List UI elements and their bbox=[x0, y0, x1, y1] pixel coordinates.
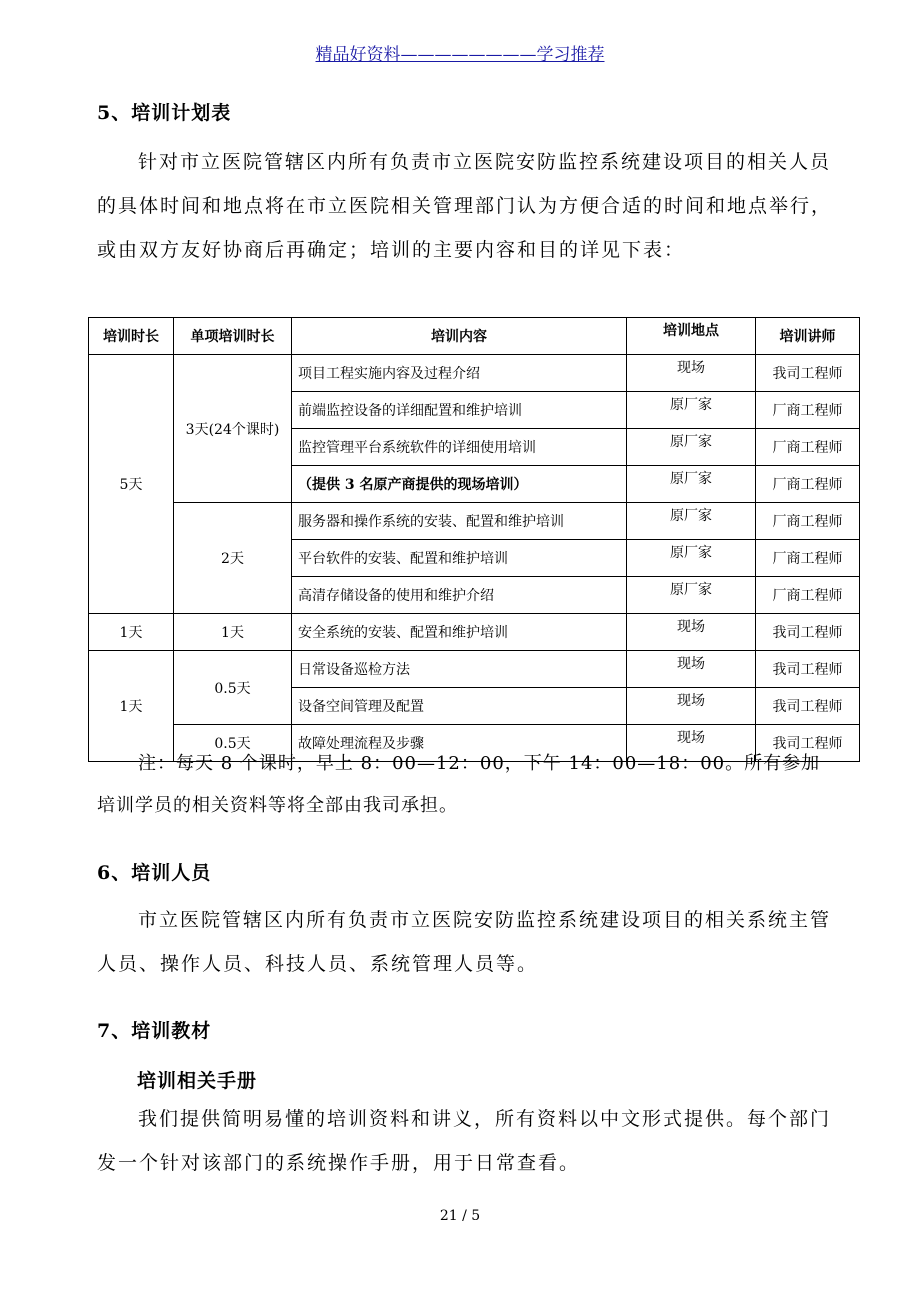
item-duration: 0.5天 bbox=[174, 651, 292, 725]
item-duration: 3天(24个课时) bbox=[174, 355, 292, 503]
trainer: 我司工程师 bbox=[756, 725, 860, 762]
training-content: 服务器和操作系统的安装、配置和维护培训 bbox=[292, 503, 627, 540]
group-duration: 1天 bbox=[89, 651, 174, 762]
trainer: 我司工程师 bbox=[756, 355, 860, 392]
trainer: 我司工程师 bbox=[756, 614, 860, 651]
trainer: 厂商工程师 bbox=[756, 577, 860, 614]
training-content: 故障处理流程及步骤 bbox=[292, 725, 627, 762]
item-duration: 1天 bbox=[174, 614, 292, 651]
training-location: 现场 bbox=[627, 614, 756, 651]
col-header-duration: 培训时长 bbox=[89, 318, 174, 355]
training-location: 原厂家 bbox=[627, 540, 756, 577]
trainer: 厂商工程师 bbox=[756, 503, 860, 540]
training-content: 日常设备巡检方法 bbox=[292, 651, 627, 688]
table-header-row bbox=[89, 318, 860, 355]
training-location: 原厂家 bbox=[627, 503, 756, 540]
trainer: 厂商工程师 bbox=[756, 429, 860, 466]
group-duration: 5天 bbox=[89, 355, 174, 614]
table-row bbox=[89, 503, 860, 540]
section5-intro: 针对市立医院管辖区内所有负责市立医院安防监控系统建设项目的相关人员的具体时间和地点将在市立医院相关管理部门认为方便合适的时间和地点举行，或由双方友好协商后再确定；培训的主要内容和目的详见下表： bbox=[97, 151, 833, 261]
section6-heading: 6、培训人员 bbox=[97, 862, 212, 884]
section5-heading: 5、培训计划表 bbox=[97, 102, 232, 124]
table-row bbox=[89, 614, 860, 651]
page-header: 精品好资料————————学习推荐 bbox=[315, 45, 605, 65]
training-location: 原厂家 bbox=[627, 466, 756, 503]
table-row bbox=[89, 651, 860, 688]
training-content: （提供 3 名原产商提供的现场培训） bbox=[292, 466, 627, 503]
col-header-content: 培训内容 bbox=[292, 318, 627, 355]
trainer: 我司工程师 bbox=[756, 688, 860, 725]
training-plan-table bbox=[88, 317, 860, 762]
training-content: 平台软件的安装、配置和维护培训 bbox=[292, 540, 627, 577]
training-location: 现场 bbox=[627, 651, 756, 688]
training-location: 原厂家 bbox=[627, 577, 756, 614]
section7-subheading: 培训相关手册 bbox=[137, 1070, 258, 1092]
training-location: 现场 bbox=[627, 725, 756, 762]
training-location: 现场 bbox=[627, 355, 756, 392]
col-header-location: 培训地点 bbox=[627, 318, 756, 355]
section6-text: 市立医院管辖区内所有负责市立医院安防监控系统建设项目的相关系统主管人员、操作人员、科技人员、系统管理人员等。 bbox=[97, 909, 832, 975]
training-content: 前端监控设备的详细配置和维护培训 bbox=[292, 392, 627, 429]
training-content: 安全系统的安装、配置和维护培训 bbox=[292, 614, 627, 651]
training-content: 高清存储设备的使用和维护介绍 bbox=[292, 577, 627, 614]
section7-heading: 7、培训教材 bbox=[97, 1020, 212, 1042]
section7-text: 我们提供简明易懂的培训资料和讲义，所有资料以中文形式提供。每个部门发一个针对该部门的系统操作手册，用于日常查看。 bbox=[97, 1108, 832, 1174]
table-note: 注：每天 8 个课时，早上 8：00—12：00，下午 14：00—18：00。所有参加培训学员的相关资料等将全部由我司承担。 bbox=[97, 753, 821, 816]
training-content: 设备空间管理及配置 bbox=[292, 688, 627, 725]
group-duration: 1天 bbox=[89, 614, 174, 651]
training-location: 原厂家 bbox=[627, 392, 756, 429]
trainer: 我司工程师 bbox=[756, 651, 860, 688]
training-content: 监控管理平台系统软件的详细使用培训 bbox=[292, 429, 627, 466]
trainer: 厂商工程师 bbox=[756, 540, 860, 577]
item-duration: 0.5天 bbox=[174, 725, 292, 762]
training-location: 原厂家 bbox=[627, 429, 756, 466]
item-duration: 2天 bbox=[174, 503, 292, 614]
training-location: 现场 bbox=[627, 688, 756, 725]
page-number: 21 / 5 bbox=[439, 1208, 481, 1224]
trainer: 厂商工程师 bbox=[756, 392, 860, 429]
col-header-item-duration: 单项培训时长 bbox=[174, 318, 292, 355]
col-header-trainer: 培训讲师 bbox=[756, 318, 860, 355]
table-row bbox=[89, 355, 860, 392]
training-content: 项目工程实施内容及过程介绍 bbox=[292, 355, 627, 392]
trainer: 厂商工程师 bbox=[756, 466, 860, 503]
